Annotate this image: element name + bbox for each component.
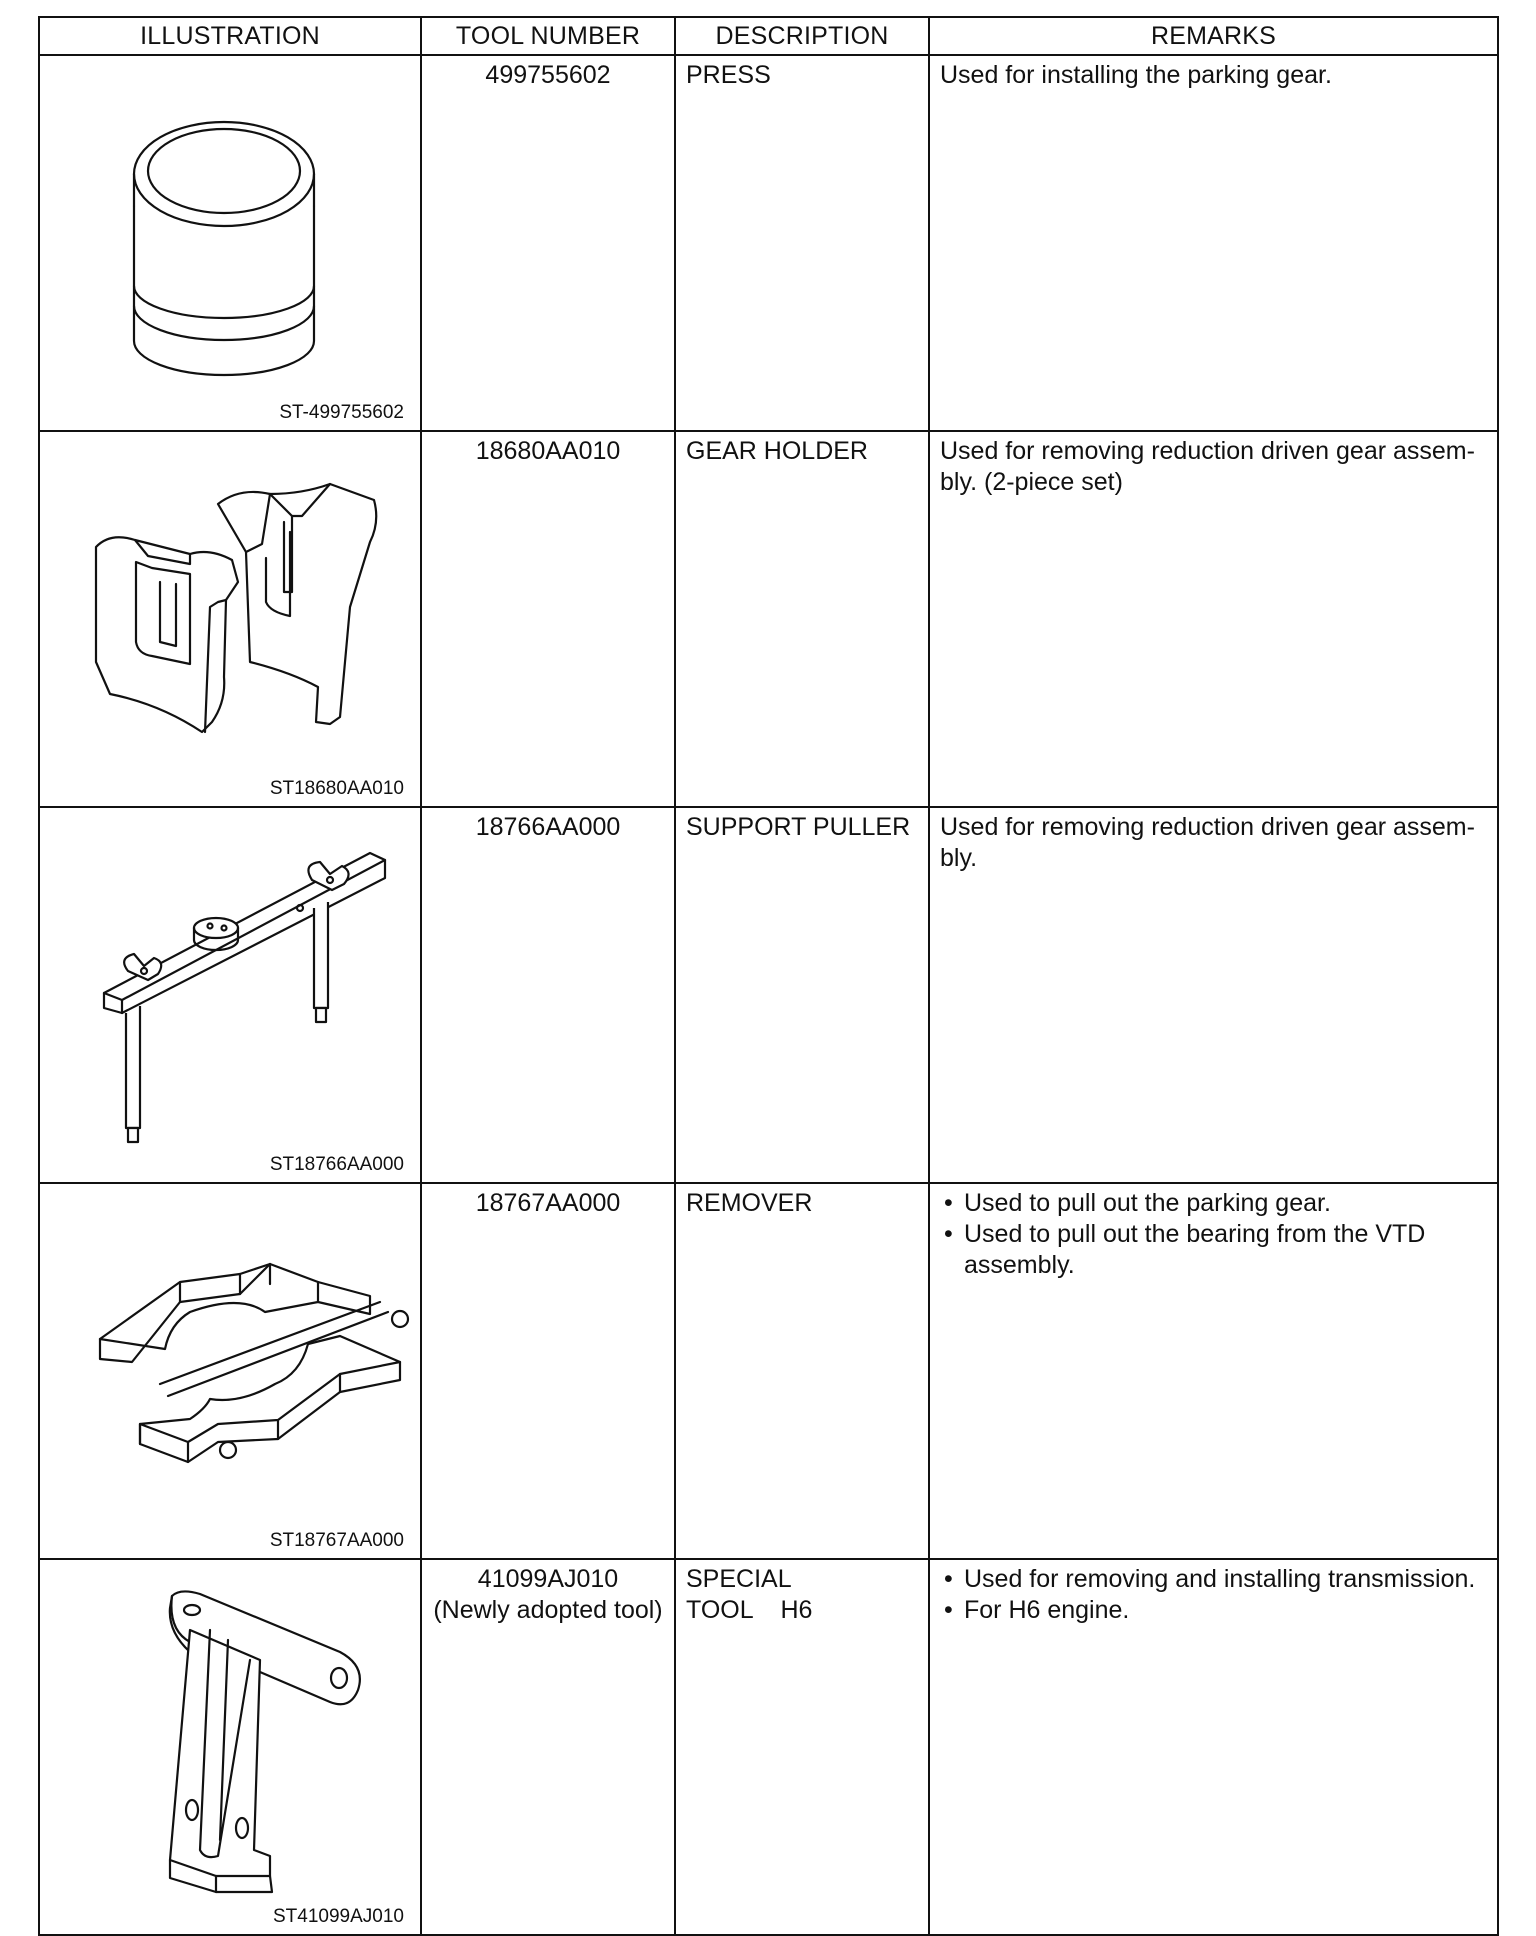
tool-number-cell	[421, 807, 675, 1183]
description-cell	[675, 807, 929, 1183]
remarks-bullet: • Used to pull out the parking gear.	[940, 1188, 1487, 1219]
illustration-code: ST18767AA000	[269, 1530, 404, 1551]
remarks-bullet: • Used to pull out the bearing from the VTD assembly.	[940, 1219, 1487, 1281]
table-row	[39, 807, 1498, 1183]
tool-number: 18680AA010	[475, 437, 621, 465]
tool-description-line1: SPECIAL	[686, 1565, 792, 1593]
illustration-cell	[39, 55, 421, 431]
support-puller-illustration	[40, 808, 422, 1178]
illustration-code: ST-499755602	[279, 402, 404, 423]
table-row	[39, 55, 1498, 431]
description-cell	[675, 1183, 929, 1559]
tool-number: 18767AA000	[475, 1189, 621, 1217]
description-cell	[675, 55, 929, 431]
illustration-cell	[39, 1559, 421, 1935]
illustration-code: ST18680AA010	[269, 778, 404, 799]
illustration-cell	[39, 807, 421, 1183]
tool-description: SUPPORT PULLER	[686, 813, 911, 841]
remarks-cell	[929, 431, 1498, 807]
description-cell	[675, 431, 929, 807]
remarks-cell	[929, 807, 1498, 1183]
press-cylinder-illustration	[40, 56, 422, 426]
special-tools-table	[38, 16, 1499, 1936]
table-row	[39, 1559, 1498, 1935]
tool-description: REMOVER	[686, 1189, 813, 1217]
remarks-text: Used for removing reduction driven gear assem-bly. (2-piece set)	[940, 437, 1475, 496]
tool-description: PRESS	[686, 61, 771, 89]
remarks-bullet: • For H6 engine.	[940, 1595, 1487, 1626]
tool-number-cell	[421, 1559, 675, 1935]
tool-number: 499755602	[485, 61, 611, 89]
tool-number-cell	[421, 55, 675, 431]
remarks-cell	[929, 1559, 1498, 1935]
illustration-code: ST41099AJ010	[273, 1906, 404, 1927]
table-row	[39, 431, 1498, 807]
tool-number-cell	[421, 1183, 675, 1559]
special-tool-bracket-illustration	[40, 1560, 422, 1930]
illustration-code: ST18766AA000	[269, 1154, 404, 1175]
header-tool-number: TOOL NUMBER	[421, 17, 675, 55]
illustration-cell	[39, 431, 421, 807]
tool-description: GEAR HOLDER	[686, 437, 868, 465]
header-remarks: REMARKS	[929, 17, 1498, 55]
remarks-list	[940, 1564, 1487, 1626]
remarks-bullet: • Used for removing and installing transmission.	[940, 1564, 1487, 1595]
tool-number: 41099AJ010	[477, 1565, 619, 1593]
description-cell	[675, 1559, 929, 1935]
table-row	[39, 1183, 1498, 1559]
remover-clamp-illustration	[40, 1184, 422, 1554]
table-header-row	[39, 17, 1498, 55]
header-description: DESCRIPTION	[675, 17, 929, 55]
remarks-list	[940, 1188, 1487, 1281]
header-illustration: ILLUSTRATION	[39, 17, 421, 55]
gear-holder-illustration	[40, 432, 422, 802]
remarks-text: Used for installing the parking gear.	[940, 61, 1332, 89]
illustration-cell	[39, 1183, 421, 1559]
remarks-text: Used for removing reduction driven gear assem-bly.	[940, 813, 1475, 872]
tool-description-line2: TOOL H6	[686, 1596, 813, 1624]
remarks-cell	[929, 55, 1498, 431]
remarks-cell	[929, 1183, 1498, 1559]
tool-number-note: (Newly adopted tool)	[433, 1596, 663, 1624]
tool-number: 18766AA000	[475, 813, 621, 841]
tool-number-cell	[421, 431, 675, 807]
